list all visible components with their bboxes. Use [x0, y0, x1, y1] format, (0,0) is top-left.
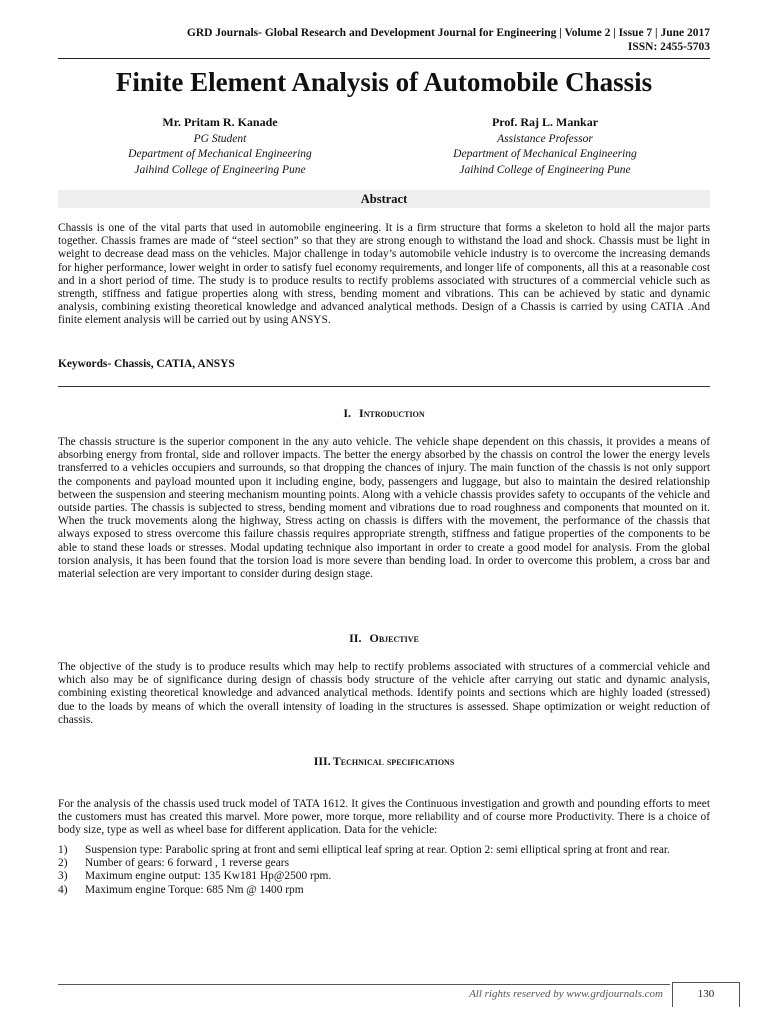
issn: ISSN: 2455-5703 — [627, 41, 710, 53]
list-text: Maximum engine output: 135 Kw181 Hp@2500 rpm. — [85, 870, 332, 883]
list-text: Number of gears: 6 forward , 1 reverse gears — [85, 857, 289, 870]
section-heading-introduction — [0, 406, 768, 421]
technical-specifications-paragraph: For the analysis of the chassis used truck model of TATA 1612. It gives the Continuous investigation and growth and pounding efforts to meet the customers must has created this marvel. More power, more torque, more reliability and of course more Productivity. There is a choice of body size, type as well as wheel base for different application. Data for the vehicle: — [58, 798, 710, 837]
list-item — [58, 857, 710, 870]
specifications-list — [58, 844, 710, 897]
list-number: 2) — [58, 857, 68, 870]
list-number: 4) — [58, 883, 68, 896]
section-title: Technical specifications — [332, 754, 455, 768]
section-heading-technical-specifications — [0, 754, 768, 769]
abstract-heading: Abstract — [58, 190, 710, 208]
paper-title: Finite Element Analysis of Automobile Chassis — [115, 67, 653, 97]
objective-paragraph: The objective of the study is to produce results which may help to rectify problems associated with structures of a commercial vehicle and which also may be of significance during design of chassis body structure of the vehicle after carrying out static and dynamic analysis, combining existing theoretical knowledge and advanced analytical methods. Identify points and sections which are highly loaded (stressed) due to the loads by means of which the overall intensity of loading in the structures is assessed. Shape optimization or weight reduction of chassis. — [58, 661, 710, 726]
list-number: 3) — [58, 870, 68, 883]
list-item — [58, 884, 710, 897]
section-title: Introduction — [359, 406, 425, 420]
section-number: I. — [343, 406, 352, 420]
list-number: 1) — [58, 844, 68, 856]
journal-line: GRD Journals- Global Research and Development Journal for Engineering | Volume 2 | Issue 7 | June 2017 — [186, 27, 710, 39]
footer-rights — [469, 988, 663, 1000]
list-text: Suspension type: Parabolic spring at front and semi elliptical leaf spring at rear. Option 2: semi elliptical spring at front and rear. — [85, 844, 670, 856]
author-role: Assistance Professor — [497, 132, 593, 145]
author-institution: Jaihind College of Engineering Pune — [134, 163, 306, 176]
author-name: Mr. Pritam R. Kanade — [162, 115, 278, 129]
abstract-text: Chassis is one of the vital parts that used in automobile engineering. It is a firm structure that forms a skeleton to hold all the major parts together. Chassis frames are made of “steel section” so that they are strong enough to withstand the load and shock. Chassis must be light in weight to decrease dead mass on the vehicles. Major challenge in today’s automobile vehicle industry is to overcome the increasing demands for higher performance, lower weight in order to satisfy fuel economy requirements, and longer life of components, all this at a reasonable cost and in a short period of time. The study is to produce results to rectify problems associated with structures of a commercial vehicle such as strength, stiffness and fatigue properties along with stress, bending moment and vibrations. This can be achieved by static and dynamic analysis, combining existing theoretical knowledge and advanced analytical methods. Design of a Chassis is carried by using CATIA .And finite element analysis will be carried out by using ANSYS. — [58, 222, 710, 327]
section-number: II. — [349, 631, 362, 645]
footer-rights-prefix: All rights reserved by — [469, 988, 567, 1000]
author-name: Prof. Raj L. Mankar — [491, 115, 599, 129]
list-text: Maximum engine Torque: 685 Nm @ 1400 rpm — [85, 883, 304, 896]
keywords: Keywords- Chassis, CATIA, ANSYS — [58, 358, 235, 370]
list-item — [58, 870, 710, 883]
author-block-2 — [405, 115, 685, 178]
author-role: PG Student — [193, 132, 247, 145]
author-block-1 — [80, 115, 360, 178]
introduction-paragraph: The chassis structure is the superior component in the any auto vehicle. The vehicle shape dependent on this chassis, it provides a means of absorbing energy from frontal, side and rollover impacts. The better the energy absorbed by the chassis on control the lower the energy levels transferred to a vehicles occupiers and surrounds, so that dropping the chances of injury. The main function of the chassis is not only support the components and payload mounted upon it including engine, body, passengers and luggage, but also to maintain the desired relationship between the suspension and steering mechanism mounting points. Along with a vehicle chassis provides safety to occupants of the vehicle and outside parties. The chassis is subjected to stress, bending moment and vibrations due to road roughness and components that mounted on it. When the truck movements along the highway, Stress acting on chassis is differs with the movement, the performance of the chassis that always exposed to stress overcome this failure chassis requires appropriate strength, stiffness and fatigue properties of the components to be able to stand these loads or stresses. Modal updating technique also important in order to create a good model for analysis. From the global torsion analysis, it has been found that the torsion load is more severe than bending load. In order to overcome this problem, a cross bar and material selection are very important to consider during design stage. — [58, 436, 710, 581]
section-heading-objective — [0, 631, 768, 646]
section-title: Objective — [369, 631, 419, 645]
page-number: 130 — [672, 982, 740, 1007]
footer-site-link[interactable]: www.grdjournals.com — [566, 988, 663, 1000]
journal-header — [187, 26, 710, 54]
list-item — [58, 844, 710, 857]
author-institution: Jaihind College of Engineering Pune — [459, 163, 631, 176]
header-rule — [58, 58, 710, 59]
footer-rule — [58, 984, 670, 985]
section-number: III. — [313, 754, 331, 768]
abstract-separator — [58, 386, 710, 387]
author-department: Department of Mechanical Engineering — [128, 148, 312, 160]
author-department: Department of Mechanical Engineering — [453, 148, 637, 160]
